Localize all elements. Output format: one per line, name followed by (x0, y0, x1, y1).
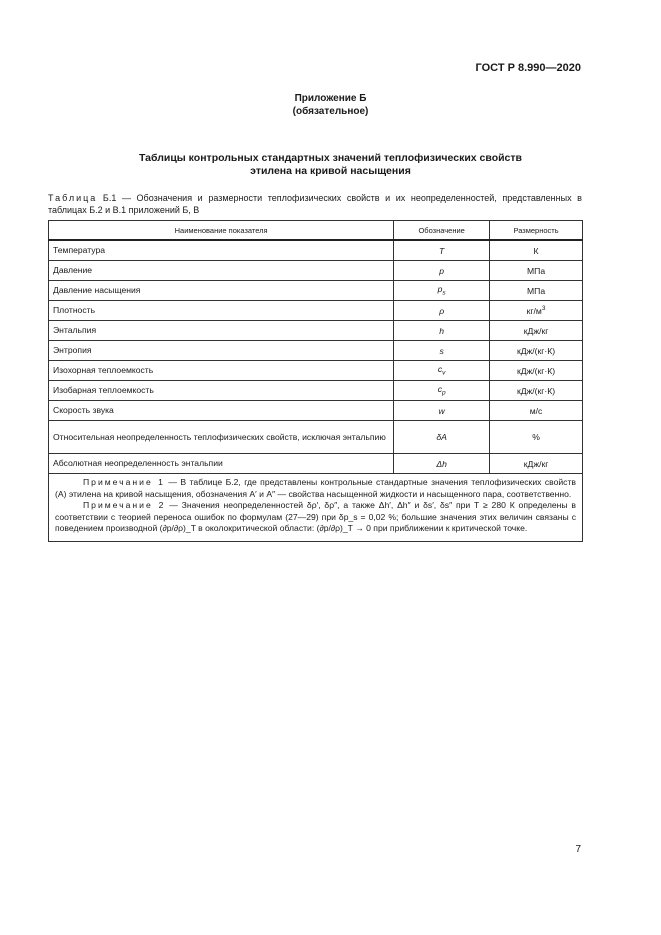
note-1-text: — В таблице Б.2, где представлены контрольные стандартные значения теплофизических свойств (A) этилена на кривой насыщения, обозначения A′ и A″ — свойства насыщенной жидкости и насыщенного пара, соответственно. (55, 477, 576, 499)
symbol-main: p (437, 284, 443, 295)
unit-superscript: 3 (541, 305, 546, 313)
page-title (0, 152, 661, 178)
note-2-label: Примечание 2 (83, 500, 166, 510)
table-row (49, 240, 583, 261)
row-unit (490, 401, 583, 421)
page-number: 7 (575, 844, 581, 855)
symbol-subscript: s (442, 289, 446, 297)
note-2-text: — Значения неопределенностей δρ′, δρ″, а также Δh′, Δh″ и δs′, δs″ при T ≥ 280 К определены в соответствии с теорией переноса ошибок по формулам (27—29) при δp_s = 0,02 %; большие значения этих величин связаны с поведением производной (∂p/∂ρ)_T в околокритической области: (∂p/∂ρ)_T → 0 при приближении к критической точке. (55, 500, 576, 533)
row-name: Энтропия (49, 341, 394, 361)
unit-main: К (533, 245, 539, 256)
title-line-2: этилена на кривой насыщения (250, 165, 411, 177)
note-2 (55, 500, 576, 535)
row-symbol (394, 301, 490, 321)
table-row (49, 321, 583, 341)
symbol-main: c (437, 384, 442, 395)
table-caption (48, 192, 582, 216)
table-row (49, 381, 583, 401)
row-name: Относительная неопределенность теплофизических свойств, исключая энтальпию (49, 421, 394, 454)
symbol-main: w (438, 405, 445, 416)
row-name: Давление (49, 261, 394, 281)
table-row (49, 281, 583, 301)
row-unit (490, 454, 583, 474)
unit-main: кДж/кг (523, 458, 549, 469)
table-row (49, 401, 583, 421)
header-symbol: Обозначение (394, 221, 490, 241)
row-symbol (394, 381, 490, 401)
row-symbol (394, 454, 490, 474)
table-header-row (49, 221, 583, 241)
standard-code: ГОСТ Р 8.990—2020 (475, 62, 581, 74)
properties-table (48, 220, 583, 542)
row-name: Давление насыщения (49, 281, 394, 301)
unit-main: кДж/(кг·К) (516, 365, 556, 376)
caption-text: — Обозначения и размерности теплофизических свойств и их неопределенностей, представленных в таблицах Б.2 и В.1 приложений Б, В (48, 193, 582, 215)
symbol-main: p (439, 265, 445, 276)
symbol-main: ρ (439, 305, 445, 316)
symbol-subscript: v (442, 369, 446, 377)
table-row (49, 301, 583, 321)
header-unit: Размерность (490, 221, 583, 241)
row-symbol (394, 321, 490, 341)
note-1 (55, 477, 576, 500)
annex-heading (0, 92, 661, 118)
symbol-main: h (439, 325, 445, 336)
unit-main: кДж/(кг·К) (516, 385, 556, 396)
row-symbol (394, 421, 490, 454)
table-row (49, 421, 583, 454)
caption-number: Б.1 (102, 193, 117, 203)
unit-main: МПа (526, 285, 546, 296)
symbol-main: Δh (436, 458, 447, 469)
row-name: Абсолютная неопределенность энтальпии (49, 454, 394, 474)
row-symbol (394, 341, 490, 361)
row-unit (490, 321, 583, 341)
symbol-subscript: p (441, 389, 446, 397)
row-name: Изохорная теплоемкость (49, 361, 394, 381)
row-name: Скорость звука (49, 401, 394, 421)
note-1-label: Примечание 1 (83, 477, 165, 487)
row-unit (490, 421, 583, 454)
row-name: Изобарная теплоемкость (49, 381, 394, 401)
unit-main: кДж/(кг·К) (516, 345, 556, 356)
notes-row (49, 474, 583, 542)
row-unit (490, 261, 583, 281)
row-symbol (394, 361, 490, 381)
title-line-1: Таблицы контрольных стандартных значений теплофизических свойств (139, 152, 522, 164)
symbol-main: c (437, 364, 443, 375)
table-row (49, 261, 583, 281)
row-symbol (394, 261, 490, 281)
annex-status: (обязательное) (292, 106, 369, 117)
symbol-main: T (439, 245, 445, 256)
table-row (49, 341, 583, 361)
row-symbol (394, 401, 490, 421)
caption-label: Таблица (48, 193, 98, 203)
row-unit (490, 361, 583, 381)
unit-main: кг/м (526, 305, 542, 316)
row-unit (490, 341, 583, 361)
row-unit (490, 281, 583, 301)
row-name: Плотность (49, 301, 394, 321)
row-name: Энтальпия (49, 321, 394, 341)
table-row (49, 454, 583, 474)
unit-main: кДж/кг (523, 325, 549, 336)
row-unit (490, 381, 583, 401)
row-name: Температура (49, 240, 394, 261)
row-unit (490, 240, 583, 261)
unit-main: % (532, 432, 540, 442)
header-name: Наименование показателя (49, 221, 394, 241)
symbol-main: δA (436, 432, 447, 442)
row-unit (490, 301, 583, 321)
unit-main: МПа (526, 265, 546, 276)
row-symbol (394, 281, 490, 301)
notes-cell (49, 474, 583, 542)
row-symbol (394, 240, 490, 261)
unit-main: м/с (529, 405, 543, 416)
table-row (49, 361, 583, 381)
symbol-main: s (439, 345, 444, 356)
annex-label: Приложение Б (294, 93, 367, 104)
